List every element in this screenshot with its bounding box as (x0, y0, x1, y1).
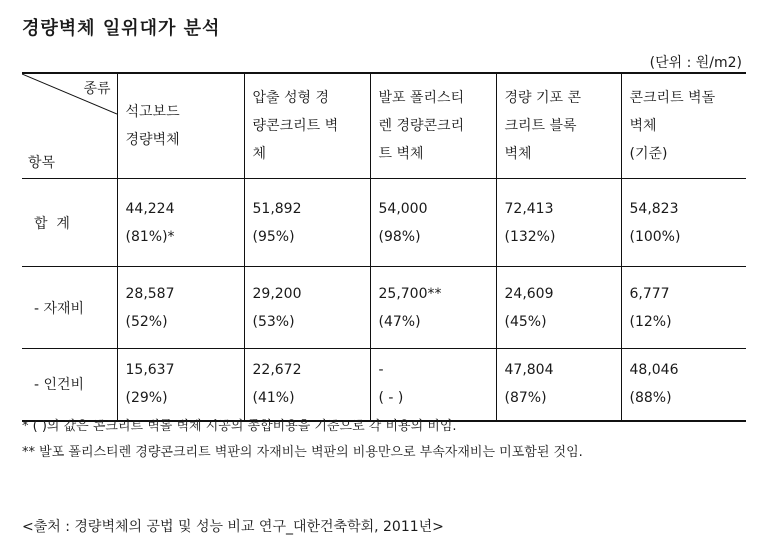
cost-table (22, 72, 746, 422)
page-title: 경량벽체 일위대가 분석 (22, 18, 221, 39)
cell-percent: (81%)* (125, 228, 175, 245)
cell-value: 51,892 (252, 200, 302, 217)
cell-value: 25,700** (378, 285, 442, 302)
cell-percent: (98%) (378, 228, 421, 245)
cell-percent: (53%) (252, 313, 295, 330)
table-cell (496, 267, 621, 349)
cell-percent: (29%) (125, 390, 168, 407)
cell-value: 54,823 (629, 200, 679, 217)
corner-type-label: 종류 (83, 81, 111, 97)
cell-percent: (12%) (629, 313, 672, 330)
cell-value: 72,413 (504, 200, 554, 217)
header-row (22, 73, 746, 179)
table-cell (244, 349, 370, 421)
col-header-eps (370, 73, 496, 179)
column-header-line: (기준) (629, 146, 668, 162)
col-header-alc (496, 73, 621, 179)
cell-value: 54,000 (378, 200, 428, 217)
table-row (22, 179, 746, 267)
column-header-line: 트 벽체 (378, 146, 424, 162)
cell-percent: ( - ) (378, 390, 404, 407)
cell-percent: (88%) (629, 390, 672, 407)
cell-value: 28,587 (125, 285, 175, 302)
table-cell (621, 349, 746, 421)
cell-value: 15,637 (125, 362, 175, 379)
column-header-line: 석고보드 (125, 104, 180, 120)
cell-percent: (87%) (504, 390, 547, 407)
column-header-line: 발포 폴리스티 (378, 90, 465, 106)
column-header-line: 렌 경량콘크리 (378, 118, 465, 134)
column-header-line: 크리트 블록 (504, 118, 577, 134)
cell-percent: (52%) (125, 313, 168, 330)
row-label: - 자재비 (22, 267, 117, 349)
table-cell (117, 179, 244, 267)
column-header-line: 량콘크리트 벽 (252, 118, 339, 134)
column-header-line: 경량벽체 (125, 132, 180, 148)
row-label: 합 계 (22, 179, 117, 267)
cell-percent: (45%) (504, 313, 547, 330)
cell-value: 48,046 (629, 362, 679, 379)
table-cell (370, 179, 496, 267)
cell-value: 6,777 (629, 285, 670, 302)
column-header-line: 경량 기포 콘 (504, 90, 582, 106)
table-cell (496, 349, 621, 421)
table-cell (117, 349, 244, 421)
cell-percent: (100%) (629, 228, 681, 245)
col-header-extruded (244, 73, 370, 179)
col-header-gypsum (117, 73, 244, 179)
cell-value: 47,804 (504, 362, 554, 379)
table-cell (117, 267, 244, 349)
unit-label: (단위 : 원/m2) (649, 55, 742, 71)
table-cell (496, 179, 621, 267)
cell-percent: (132%) (504, 228, 556, 245)
table-row (22, 349, 746, 421)
table-cell (370, 349, 496, 421)
cell-value: 44,224 (125, 200, 175, 217)
table-cell (621, 267, 746, 349)
cell-percent: (47%) (378, 313, 421, 330)
footnote: * ( )의 값은 콘크리트 벽돌 벽체 시공의 종합비용을 기준으로 각 비용의 비임. (22, 419, 457, 434)
table-cell (244, 267, 370, 349)
cell-value: - (378, 362, 384, 379)
corner-item-label: 항목 (28, 155, 56, 171)
cell-percent: (41%) (252, 390, 295, 407)
cell-value: 29,200 (252, 285, 302, 302)
cell-value: 22,672 (252, 362, 302, 379)
cell-percent: (95%) (252, 228, 295, 245)
column-header-line: 체 (252, 146, 267, 162)
table-cell (244, 179, 370, 267)
source-citation: <출처 : 경량벽체의 공법 및 성능 비교 연구_대한건축학회, 2011년> (22, 519, 444, 535)
footnote: ** 발포 폴리스티렌 경량콘크리트 벽판의 자재비는 벽판의 비용만으로 부속자재비는 미포함된 것임. (22, 445, 583, 460)
cell-value: 24,609 (504, 285, 554, 302)
row-label: - 인건비 (22, 349, 117, 421)
column-header-line: 콘크리트 벽돌 (629, 90, 716, 106)
table-cell (370, 267, 496, 349)
column-header-line: 벽체 (629, 118, 657, 134)
table-row (22, 267, 746, 349)
column-header-line: 압출 성형 경 (252, 90, 330, 106)
table-cell (621, 179, 746, 267)
column-header-line: 벽체 (504, 146, 532, 162)
footnotes (22, 414, 583, 466)
corner-header-cell (22, 73, 117, 179)
col-header-brick (621, 73, 746, 179)
